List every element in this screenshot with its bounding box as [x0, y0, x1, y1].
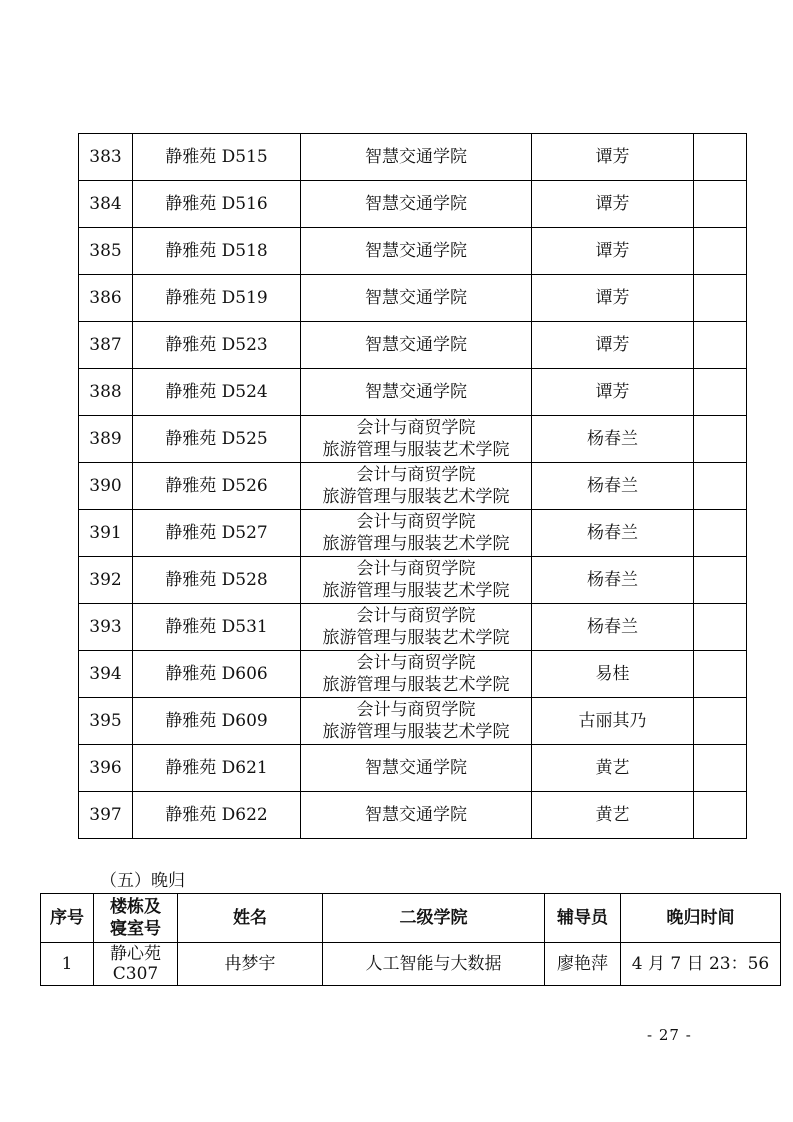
table-row: [41, 943, 781, 986]
row-number: 392: [79, 557, 133, 604]
counselor-cell: 杨春兰: [532, 416, 694, 463]
college-cell: [301, 275, 532, 322]
table-row: [79, 651, 747, 698]
college-cell: [301, 745, 532, 792]
college-name: 智慧交通学院: [365, 382, 467, 402]
college-name: 智慧交通学院: [365, 288, 467, 308]
room-cell: 静雅苑 D531: [133, 604, 301, 651]
row-number: 388: [79, 369, 133, 416]
table-row: [79, 698, 747, 745]
header-time: 晚归时间: [621, 894, 781, 943]
table-row: [79, 369, 747, 416]
late-return-table: [40, 893, 781, 986]
room-cell: 静雅苑 D621: [133, 745, 301, 792]
college-cell: [301, 651, 532, 698]
counselor-cell: 古丽其乃: [532, 698, 694, 745]
college-name: 智慧交通学院: [365, 194, 467, 214]
counselor-cell: 谭芳: [532, 275, 694, 322]
college-name: 智慧交通学院: [365, 805, 467, 825]
row-number: 397: [79, 792, 133, 839]
college-cell: [301, 322, 532, 369]
counselor-cell: 杨春兰: [532, 557, 694, 604]
page-number: - 27 -: [647, 1026, 692, 1044]
college-name: 智慧交通学院: [365, 758, 467, 778]
college-name: 旅游管理与服装艺术学院: [322, 581, 510, 601]
college-name: 会计与商贸学院: [356, 700, 476, 720]
header-name: 姓名: [178, 894, 323, 943]
student-name-cell: 冉梦宇: [178, 943, 323, 986]
room-cell: [94, 943, 178, 986]
table-row: [79, 181, 747, 228]
row-number: 384: [79, 181, 133, 228]
room-line: 静心苑: [110, 944, 161, 964]
room-cell: 静雅苑 D525: [133, 416, 301, 463]
college-cell: [301, 604, 532, 651]
college-cell: [301, 698, 532, 745]
note-cell: [694, 134, 747, 181]
counselor-cell: 谭芳: [532, 181, 694, 228]
college-name: 智慧交通学院: [365, 335, 467, 355]
college-name: 会计与商贸学院: [356, 465, 476, 485]
college-name: 旅游管理与服装艺术学院: [322, 675, 510, 695]
room-cell: 静雅苑 D516: [133, 181, 301, 228]
college-cell: [301, 792, 532, 839]
note-cell: [694, 369, 747, 416]
counselor-cell: 易桂: [532, 651, 694, 698]
college-name: 旅游管理与服装艺术学院: [322, 722, 510, 742]
table-row: [79, 463, 747, 510]
note-cell: [694, 557, 747, 604]
table-row: [79, 275, 747, 322]
header-room: [94, 894, 178, 943]
college-name: 旅游管理与服装艺术学院: [322, 440, 510, 460]
note-cell: [694, 792, 747, 839]
late-return-header-row: [41, 894, 781, 943]
header-room-line2: 寝室号: [110, 919, 161, 939]
table-row: [79, 557, 747, 604]
row-number: 387: [79, 322, 133, 369]
note-cell: [694, 275, 747, 322]
college-cell: [301, 369, 532, 416]
table-row: [79, 510, 747, 557]
table-row: [79, 322, 747, 369]
row-number: 396: [79, 745, 133, 792]
college-cell: [301, 134, 532, 181]
table-row: [79, 604, 747, 651]
college-name: 会计与商贸学院: [356, 418, 476, 438]
room-cell: 静雅苑 D606: [133, 651, 301, 698]
table-row: [79, 134, 747, 181]
table-row: [79, 792, 747, 839]
table-row: [79, 416, 747, 463]
counselor-cell: 杨春兰: [532, 510, 694, 557]
room-cell: 静雅苑 D609: [133, 698, 301, 745]
note-cell: [694, 698, 747, 745]
counselor-cell: 谭芳: [532, 322, 694, 369]
dormitory-table: [78, 133, 747, 839]
college-cell: [301, 416, 532, 463]
college-name: 会计与商贸学院: [356, 559, 476, 579]
row-number: 386: [79, 275, 133, 322]
counselor-cell: 谭芳: [532, 369, 694, 416]
college-name: 会计与商贸学院: [356, 653, 476, 673]
section-heading: （五）晚归: [100, 871, 185, 891]
counselor-cell: 黄艺: [532, 792, 694, 839]
room-cell: 静雅苑 D528: [133, 557, 301, 604]
college-cell: [301, 557, 532, 604]
row-number: 385: [79, 228, 133, 275]
note-cell: [694, 416, 747, 463]
table-row: [79, 228, 747, 275]
college-name: 会计与商贸学院: [356, 606, 476, 626]
row-number: 395: [79, 698, 133, 745]
row-number: 1: [41, 943, 94, 986]
counselor-cell: 杨春兰: [532, 604, 694, 651]
college-name: 智慧交通学院: [365, 241, 467, 261]
late-time-cell: 4 月 7 日 23：56: [621, 943, 781, 986]
table-row: [79, 745, 747, 792]
college-name: 旅游管理与服装艺术学院: [322, 534, 510, 554]
college-cell: 人工智能与大数据: [323, 943, 545, 986]
note-cell: [694, 745, 747, 792]
college-name: 旅游管理与服装艺术学院: [322, 487, 510, 507]
note-cell: [694, 181, 747, 228]
room-cell: 静雅苑 D526: [133, 463, 301, 510]
dormitory-table-body: [79, 134, 747, 839]
row-number: 393: [79, 604, 133, 651]
room-cell: 静雅苑 D515: [133, 134, 301, 181]
college-name: 旅游管理与服装艺术学院: [322, 628, 510, 648]
counselor-cell: 谭芳: [532, 228, 694, 275]
note-cell: [694, 510, 747, 557]
header-room-line1: 楼栋及: [110, 897, 161, 917]
room-cell: 静雅苑 D518: [133, 228, 301, 275]
note-cell: [694, 463, 747, 510]
note-cell: [694, 228, 747, 275]
college-cell: [301, 463, 532, 510]
room-cell: 静雅苑 D622: [133, 792, 301, 839]
row-number: 390: [79, 463, 133, 510]
college-cell: [301, 181, 532, 228]
late-return-table-body: [41, 943, 781, 986]
college-name: 智慧交通学院: [365, 147, 467, 167]
counselor-cell: 杨春兰: [532, 463, 694, 510]
row-number: 394: [79, 651, 133, 698]
note-cell: [694, 651, 747, 698]
college-cell: [301, 510, 532, 557]
row-number: 389: [79, 416, 133, 463]
header-college: 二级学院: [323, 894, 545, 943]
header-counselor: 辅导员: [545, 894, 621, 943]
header-no: 序号: [41, 894, 94, 943]
row-number: 383: [79, 134, 133, 181]
college-name: 会计与商贸学院: [356, 512, 476, 532]
row-number: 391: [79, 510, 133, 557]
room-cell: 静雅苑 D527: [133, 510, 301, 557]
counselor-cell: 廖艳萍: [545, 943, 621, 986]
college-cell: [301, 228, 532, 275]
counselor-cell: 谭芳: [532, 134, 694, 181]
counselor-cell: 黄艺: [532, 745, 694, 792]
room-line: C307: [112, 964, 159, 984]
room-cell: 静雅苑 D524: [133, 369, 301, 416]
note-cell: [694, 604, 747, 651]
room-cell: 静雅苑 D519: [133, 275, 301, 322]
note-cell: [694, 322, 747, 369]
room-cell: 静雅苑 D523: [133, 322, 301, 369]
